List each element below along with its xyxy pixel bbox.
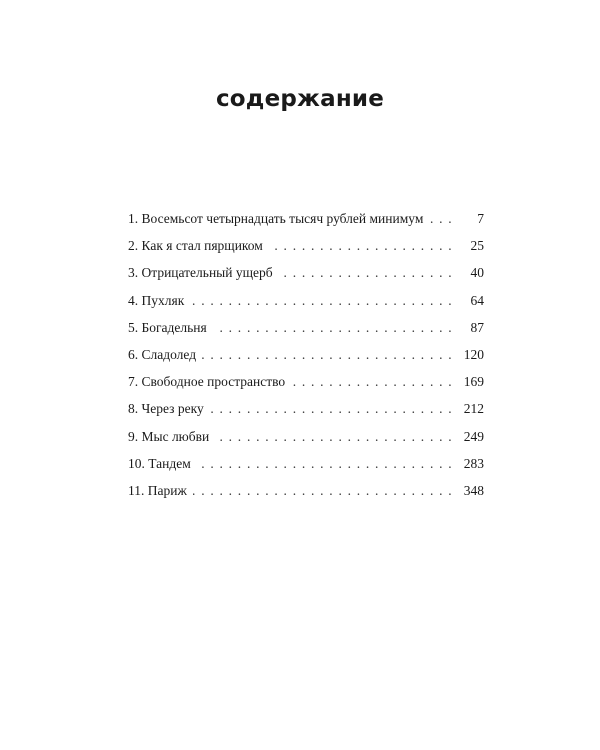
toc-entry-title: 6. Сладолед [128, 347, 202, 362]
toc-entry [128, 259, 484, 286]
toc-entry-page-number: 283 [462, 450, 484, 477]
toc-entry-page-number: 348 [462, 477, 484, 504]
toc-entry-page-number: 212 [462, 395, 484, 422]
toc-entry-page-number: 7 [475, 205, 484, 232]
table-of-contents [128, 205, 484, 504]
toc-entry [128, 205, 484, 232]
toc-entry-title: 5. Богадельня [128, 320, 213, 335]
toc-entry [128, 314, 484, 341]
toc-entry [128, 368, 484, 395]
toc-entry [128, 423, 484, 450]
toc-entry-title: 3. Отрицательный ущерб [128, 265, 279, 280]
toc-entry-title: 10. Тандем [128, 456, 197, 471]
toc-entry-page-number: 249 [462, 423, 484, 450]
toc-entry-page-number: 25 [469, 232, 485, 259]
toc-entry-title: 9. Мыс любви [128, 429, 215, 444]
toc-entry [128, 477, 484, 504]
toc-entry [128, 341, 484, 368]
toc-entry-page-number: 120 [462, 341, 484, 368]
toc-entry-title: 4. Пухляк [128, 293, 190, 308]
toc-entry [128, 287, 484, 314]
toc-entry [128, 232, 484, 259]
toc-entry-page-number: 87 [469, 314, 485, 341]
toc-entry-page-number: 64 [469, 287, 485, 314]
toc-entry-title: 11. Париж [128, 483, 193, 498]
toc-entry-page-number: 40 [469, 259, 485, 286]
toc-entry-page-number: 169 [462, 368, 484, 395]
toc-entry-title: 2. Как я стал пярщиком [128, 238, 269, 253]
toc-entry-title: 1. Восемьсот четырнадцать тысяч рублей минимум [128, 211, 429, 226]
toc-entry-title: 8. Через реку [128, 401, 210, 416]
toc-entry-title: 7. Свободное пространство [128, 374, 291, 389]
toc-entry [128, 450, 484, 477]
page-title: содержание [215, 86, 385, 112]
toc-entry [128, 395, 484, 422]
